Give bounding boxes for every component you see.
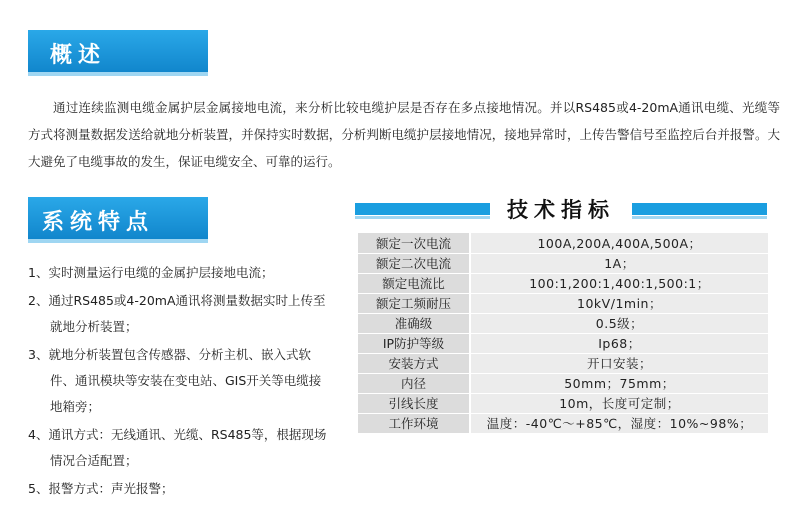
- spec-row: [358, 333, 768, 353]
- spec-key: 额定一次电流: [358, 233, 470, 253]
- spec-key: 工作环境: [358, 413, 470, 433]
- spec-row: [358, 273, 768, 293]
- spec-row: [358, 313, 768, 333]
- spec-key: 引线长度: [358, 393, 470, 413]
- spec-header-right-bar: [632, 203, 767, 215]
- features-list: [28, 260, 328, 504]
- feature-item: 2、通过RS485或4-20mA通讯将测量数据实时上传至就地分析装置；: [28, 293, 326, 334]
- spec-row: [358, 353, 768, 373]
- overview-section-tab: [28, 30, 208, 72]
- spec-key: 额定二次电流: [358, 253, 470, 273]
- spec-value: 100:1,200:1,400:1,500:1；: [470, 273, 768, 293]
- spec-key: IP防护等级: [358, 333, 470, 353]
- feature-item: 4、通讯方式：无线通讯、光缆、RS485等，根据现场情况合适配置；: [28, 427, 327, 468]
- spec-key: 内径: [358, 373, 470, 393]
- spec-row: [358, 293, 768, 313]
- overview-paragraph: 通过连续监测电缆金属护层金属接地电流，来分析比较电缆护层是否存在多点接地情况。并以RS485或4-20mA通讯电缆、光缆等方式将测量数据发送给就地分析装置，并保持实时数据，分析判断电缆护层接地情况，接地异常时，上传告警信号至监控后台并报警。大大避免了电缆事故的发生，保证电缆安全、可靠的运行。: [28, 100, 780, 169]
- spec-row: [358, 393, 768, 413]
- spec-value: 1A；: [470, 253, 768, 273]
- spec-key: 安装方式: [358, 353, 470, 373]
- spec-value: 开口安装；: [470, 353, 768, 373]
- spec-key: 额定电流比: [358, 273, 470, 293]
- feature-item: 3、就地分析装置包含传感器、分析主机、嵌入式软件、通讯模块等安装在变电站、GIS开关等电缆接地箱旁；: [28, 347, 322, 414]
- features-title: 系统特点: [42, 210, 155, 235]
- spec-value: 100A,200A,400A,500A；: [470, 233, 768, 253]
- features-section-tab: [28, 197, 208, 239]
- spec-header: [355, 194, 767, 226]
- spec-key: 准确级: [358, 313, 470, 333]
- spec-row: [358, 233, 768, 253]
- spec-value: 温度：-40℃～+85℃，湿度：10%~98%；: [470, 413, 768, 433]
- spec-value: 0.5级；: [470, 313, 768, 333]
- spec-value: 50mm；75mm；: [470, 373, 768, 393]
- spec-title: 技术指标: [507, 198, 615, 222]
- spec-value: Ip68；: [470, 333, 768, 353]
- spec-row: [358, 373, 768, 393]
- spec-row: [358, 253, 768, 273]
- spec-row: [358, 413, 768, 433]
- spec-key: 额定工频耐压: [358, 293, 470, 313]
- spec-value: 10m，长度可定制；: [470, 393, 768, 413]
- feature-item: 1、实时测量运行电缆的金属护层接地电流；: [28, 265, 274, 280]
- feature-item: 5、报警方式：声光报警；: [28, 481, 174, 496]
- overview-title: 概述: [50, 43, 107, 68]
- spec-header-left-bar: [355, 203, 490, 215]
- spec-value: 10kV/1min；: [470, 293, 768, 313]
- spec-table: [358, 233, 768, 434]
